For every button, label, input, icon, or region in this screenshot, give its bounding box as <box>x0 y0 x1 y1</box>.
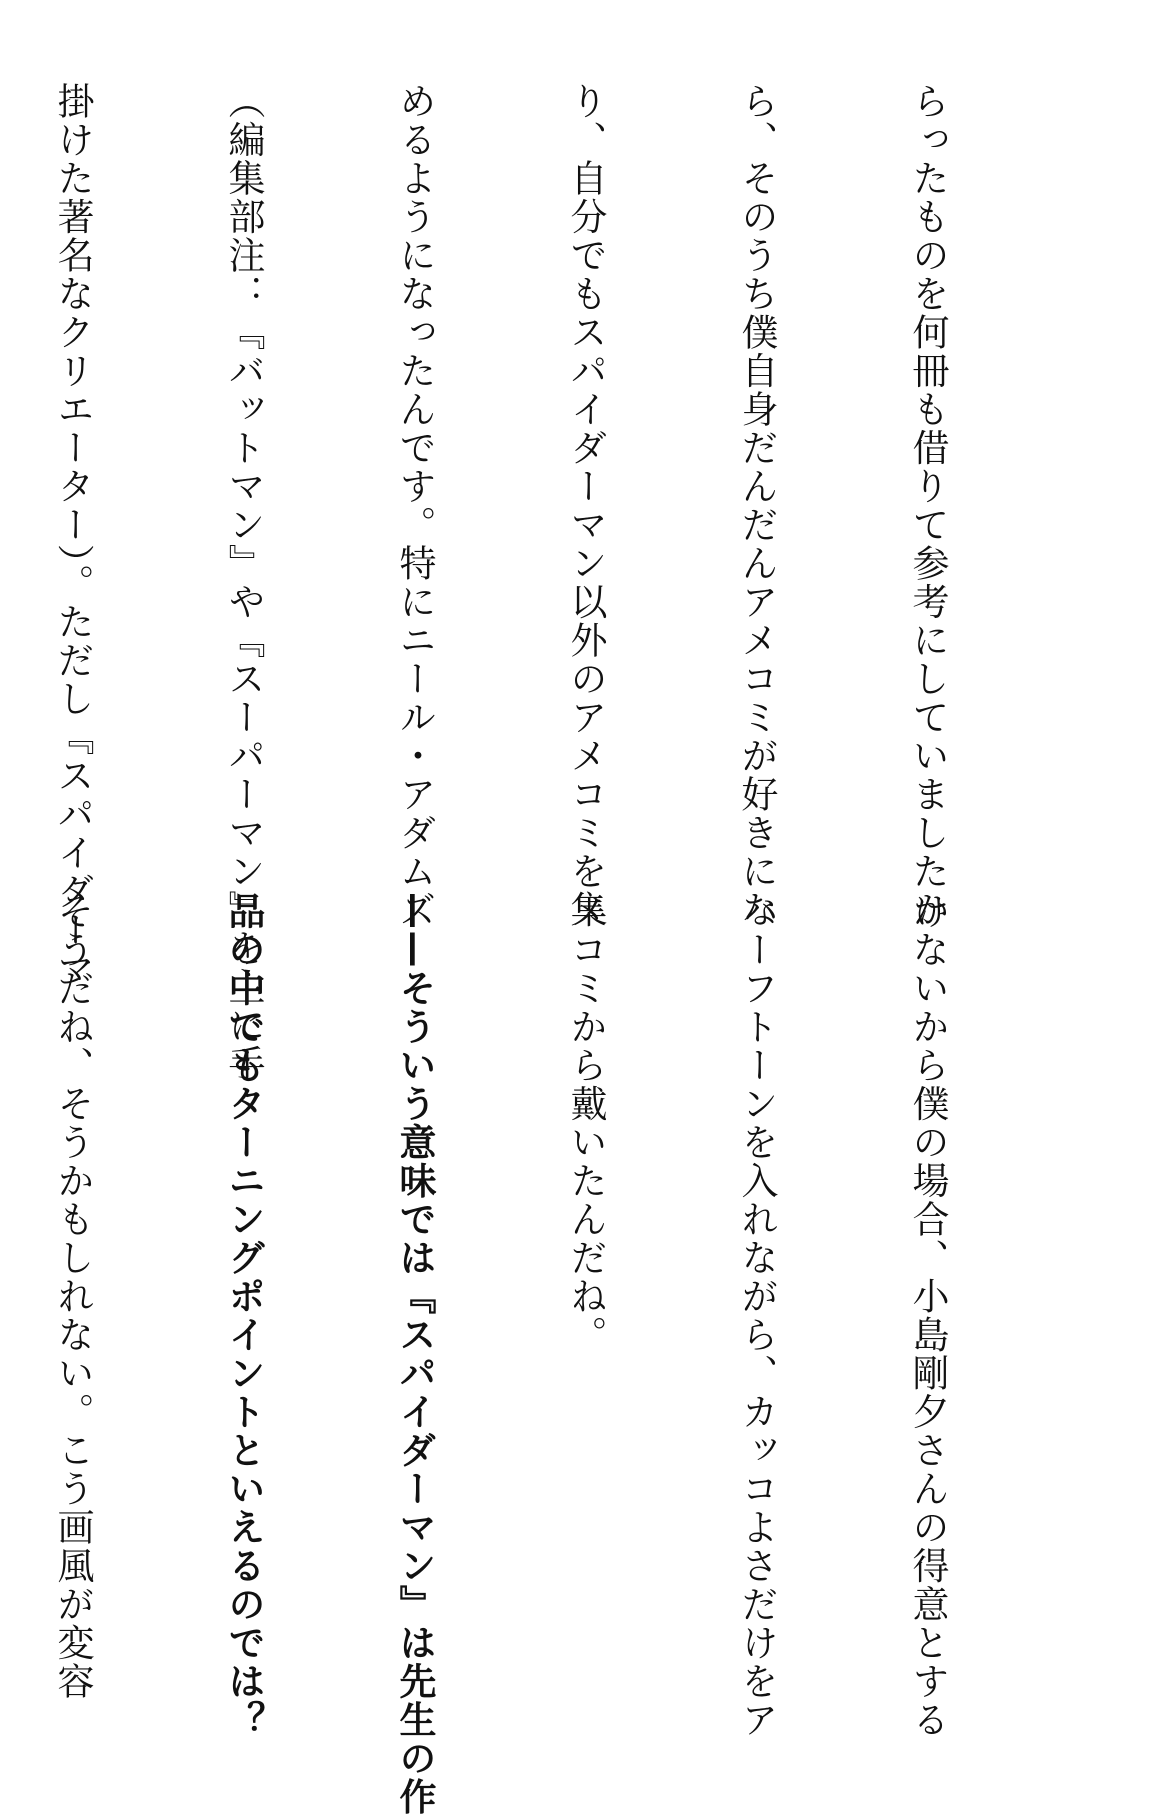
text-line: めるようになったんです。特にニール・アダムズ <box>393 82 436 929</box>
text-line: そうだね、そうかもしれない。こう画風が変容 <box>51 892 94 1701</box>
lower-text-block <box>51 892 1070 1816</box>
text-line: ら、そのうち僕自身だんだんアメコミが好きにな <box>735 82 778 929</box>
text-line: （編集部注：『バットマン』や『スーパーマン』を主に手 <box>222 82 265 1083</box>
interview-question: ——そういう意味では『スパイダーマン』は先生の作 <box>393 892 436 1816</box>
text-line: ハーフトーンを入れながら、カッコよさだけをア <box>735 892 778 1739</box>
text-line: メコミから戴いたんだね。 <box>564 892 607 1354</box>
text-line: けないから僕の場合、小島剛夕さんの得意とする <box>906 892 949 1739</box>
upper-text-block <box>51 82 1070 1083</box>
text-line: らったものを何冊も借りて参考にしていましたか <box>906 82 949 929</box>
text-line: 掛けた著名なクリエーター）。ただし『スパイダーマ <box>51 82 94 988</box>
text-line: り、自分でもスパイダーマン以外のアメコミを集 <box>564 82 607 929</box>
interview-question: 品の中でもターニングポイントといえるのでは？ <box>222 892 265 1739</box>
